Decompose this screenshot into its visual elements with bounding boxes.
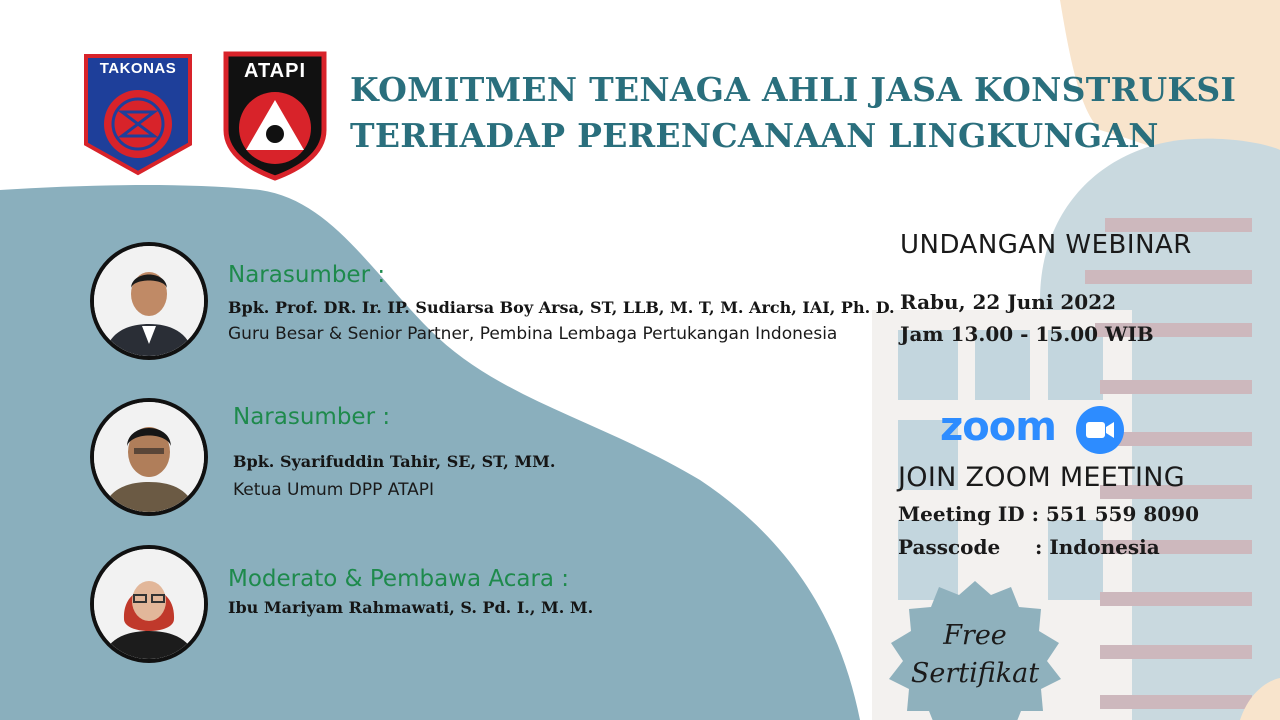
- atapi-logo-label: ATAPI: [243, 60, 307, 82]
- atapi-logo: [222, 50, 328, 182]
- takonas-logo: [82, 52, 194, 177]
- badge-line-1: Free: [943, 620, 1007, 651]
- speaker-1-name: Bpk. Prof. DR. Ir. IP. Sudiarsa Boy Arsa, ST, LLB, M. T, M. Arch, IAI, Ph. D.: [228, 298, 895, 317]
- meeting-passcode: Passcode : Indonesia: [898, 535, 1160, 559]
- speaker-1-photo: [90, 242, 208, 360]
- speaker-1-role: Narasumber :: [228, 262, 386, 288]
- speaker-2-photo: [90, 398, 208, 516]
- badge-line-2: Sertifikat: [910, 658, 1040, 689]
- event-time: Jam 13.00 - 15.00 WIB: [900, 322, 1154, 346]
- event-date: Rabu, 22 Juni 2022: [900, 290, 1117, 314]
- title-line-1: KOMITMEN TENAGA AHLI JASA KONSTRUKSI: [350, 70, 1237, 109]
- zoom-camera-icon: [1076, 406, 1124, 454]
- zoom-logo-text: zoom: [940, 404, 1056, 450]
- meeting-id: Meeting ID : 551 559 8090: [898, 502, 1200, 526]
- moderator-role: Moderato & Pembawa Acara :: [228, 566, 570, 592]
- speaker-2-description: Ketua Umum DPP ATAPI: [233, 480, 435, 500]
- moderator-name: Ibu Mariyam Rahmawati, S. Pd. I., M. M.: [228, 598, 594, 617]
- speaker-1-description: Guru Besar & Senior Partner, Pembina Lembaga Pertukangan Indonesia: [228, 324, 838, 344]
- title-line-2: TERHADAP PERENCANAAN LINGKUNGAN: [350, 116, 1159, 155]
- speaker-2-name: Bpk. Syarifuddin Tahir, SE, ST, MM.: [233, 452, 556, 471]
- moderator-photo: [90, 545, 208, 663]
- takonas-logo-label: TAKONAS: [99, 60, 177, 77]
- speaker-2-role: Narasumber :: [233, 404, 391, 430]
- event-heading: UNDANGAN WEBINAR: [900, 230, 1192, 260]
- join-zoom-label: JOIN ZOOM MEETING: [898, 462, 1185, 493]
